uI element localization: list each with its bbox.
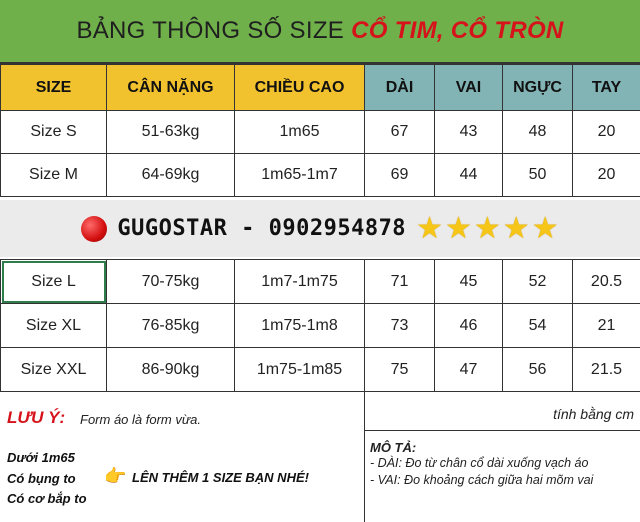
title-banner <box>0 0 640 64</box>
cell: Size XL <box>1 304 107 348</box>
cell: 20 <box>573 154 640 197</box>
cell: 86-90kg <box>107 348 235 392</box>
table-row <box>1 348 640 392</box>
title-prefix: BẢNG THÔNG SỐ SIZE <box>76 17 351 44</box>
header-shoulder: VAI <box>435 65 503 111</box>
size-table-top <box>0 64 640 197</box>
note-line: Có bụng to <box>7 471 76 486</box>
note-line: Dưới 1m65 <box>7 450 75 465</box>
cell: 20 <box>573 111 640 154</box>
cell: 70-75kg <box>107 260 235 304</box>
cell: 64-69kg <box>107 154 235 197</box>
cell: 1m75-1m8 <box>235 304 365 348</box>
promo-text: GUGOSTAR - 0902954878 <box>117 216 406 241</box>
note-panel <box>0 392 365 522</box>
cell: 48 <box>503 111 573 154</box>
header-weight: CÂN NẶNG <box>107 65 235 111</box>
size-table-bottom <box>0 259 640 392</box>
table-row <box>1 154 640 197</box>
note-label: LƯU Ý: <box>7 408 65 428</box>
title-accent: CỔ TIM, CỔ TRÒN <box>351 17 563 44</box>
cell: 44 <box>435 154 503 197</box>
cell: 69 <box>365 154 435 197</box>
header-chest: NGỰC <box>503 65 573 111</box>
note-line: Có cơ bắp to <box>7 491 87 506</box>
star-icon: ★ <box>474 214 501 244</box>
star-icon: ★ <box>445 214 472 244</box>
cell: 67 <box>365 111 435 154</box>
table-row <box>1 304 640 348</box>
star-icon: ★ <box>532 214 559 244</box>
cell: Size XXL <box>1 348 107 392</box>
description-line: - DÀI: Đo từ chân cổ dài xuống vạch áo <box>370 456 635 471</box>
cell: 20.5 <box>573 260 640 304</box>
header-sleeve: TAY <box>573 65 640 111</box>
cell: 46 <box>435 304 503 348</box>
cell: 21 <box>573 304 640 348</box>
header-size: SIZE <box>1 65 107 111</box>
unit-note: tính bằng cm <box>553 406 634 422</box>
cell: 47 <box>435 348 503 392</box>
cell: 51-63kg <box>107 111 235 154</box>
cell: 1m65 <box>235 111 365 154</box>
cell: 76-85kg <box>107 304 235 348</box>
cell: 75 <box>365 348 435 392</box>
rating-stars <box>416 214 559 244</box>
notes-section <box>0 391 640 521</box>
cell: 1m65-1m7 <box>235 154 365 197</box>
cell: 56 <box>503 348 573 392</box>
cell: Size M <box>1 154 107 197</box>
cell: 54 <box>503 304 573 348</box>
cell-selected[interactable]: Size L <box>1 260 107 304</box>
cell: Size S <box>1 111 107 154</box>
description-title: MÔ TẢ: <box>370 440 416 455</box>
cell: 1m75-1m85 <box>235 348 365 392</box>
star-icon: ★ <box>416 214 443 244</box>
description-line: - VAI: Đo khoảng cách giữa hai mõm vai <box>370 473 635 488</box>
pointing-hand-icon: 👉 <box>104 466 126 487</box>
description-panel <box>365 392 640 522</box>
header-height: CHIỀU CAO <box>235 65 365 111</box>
cell: 1m7-1m75 <box>235 260 365 304</box>
divider <box>365 430 640 431</box>
cell: 21.5 <box>573 348 640 392</box>
size-up-note: LÊN THÊM 1 SIZE BẠN NHÉ! <box>132 470 309 485</box>
header-row <box>1 65 640 111</box>
cell: 52 <box>503 260 573 304</box>
red-circle-icon <box>81 216 107 242</box>
form-note: Form áo là form vừa. <box>80 412 201 427</box>
star-icon: ★ <box>503 214 530 244</box>
page-title <box>76 17 563 45</box>
promo-banner <box>0 200 640 257</box>
cell: 50 <box>503 154 573 197</box>
table-row <box>1 111 640 154</box>
cell: 73 <box>365 304 435 348</box>
header-length: DÀI <box>365 65 435 111</box>
cell: 71 <box>365 260 435 304</box>
cell: 43 <box>435 111 503 154</box>
cell: 45 <box>435 260 503 304</box>
table-row <box>1 260 640 304</box>
